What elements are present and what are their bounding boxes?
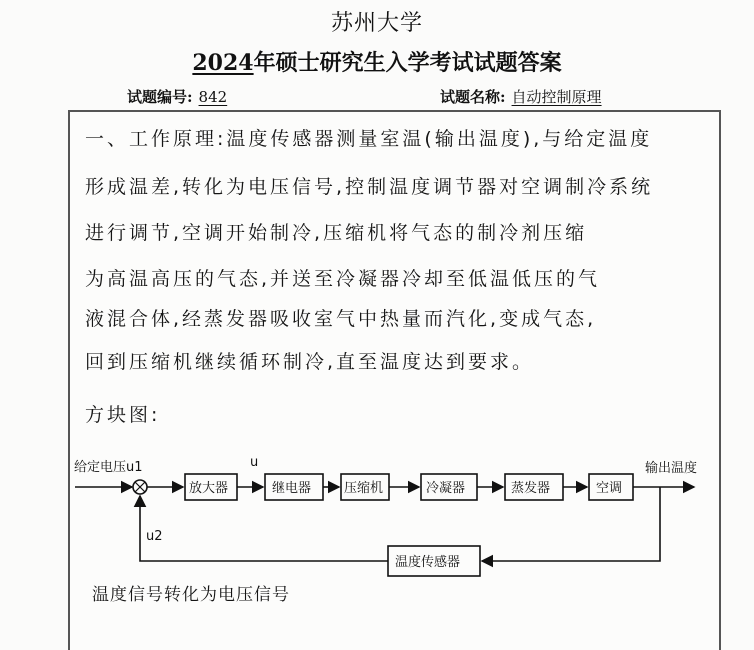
block-condenser-label: 冷凝器 (426, 481, 466, 496)
answer-line-4: 为高温高压的气态,并送至冷凝器冷却至低温低压的气 (85, 268, 601, 290)
answer-line-1: 一、工作原理:温度传感器测量室温(输出温度),与给定温度 (85, 128, 653, 150)
block-relay-label: 继电器 (272, 481, 312, 496)
feedback-return-line (140, 496, 388, 561)
answer-line-3: 进行调节,空调开始制冷,压缩机将气态的制冷剂压缩 (85, 222, 588, 244)
exam-subject-label: 试题名称: (440, 88, 506, 106)
input-label: 给定电压u1 (74, 460, 143, 475)
diagram-heading: 方块图: (85, 404, 161, 426)
exam-subject-value: 自动控制原理 (511, 88, 602, 106)
exam-code-value: 842 (198, 88, 228, 106)
block-compressor-label: 压缩机 (344, 481, 384, 496)
footnote: 温度信号转化为电压信号 (92, 585, 290, 605)
exam-code-label: 试题编号: (127, 88, 193, 106)
feedback-label: u2 (146, 529, 163, 544)
u-label: u (250, 455, 259, 470)
block-temperature-sensor-label: 温度传感器 (395, 555, 461, 570)
block-amplifier-label: 放大器 (189, 481, 229, 496)
answer-line-5: 液混合体,经蒸发器吸收室气中热量而汽化,变成气态, (85, 308, 597, 330)
output-label: 输出温度 (645, 461, 698, 476)
block-aircon-label: 空调 (596, 481, 623, 496)
block-evaporator-label: 蒸发器 (511, 481, 551, 496)
exam-title-text: 年硕士研究生入学考试试题答案 (253, 50, 562, 76)
school-name: 苏州大学 (330, 11, 423, 36)
answer-line-6: 回到压缩机继续循环制冷,直至温度达到要求。 (85, 351, 535, 373)
answer-line-2: 形成温差,转化为电压信号,控制温度调节器对空调制冷系统 (85, 176, 654, 198)
exam-year: 2024 (192, 50, 254, 76)
